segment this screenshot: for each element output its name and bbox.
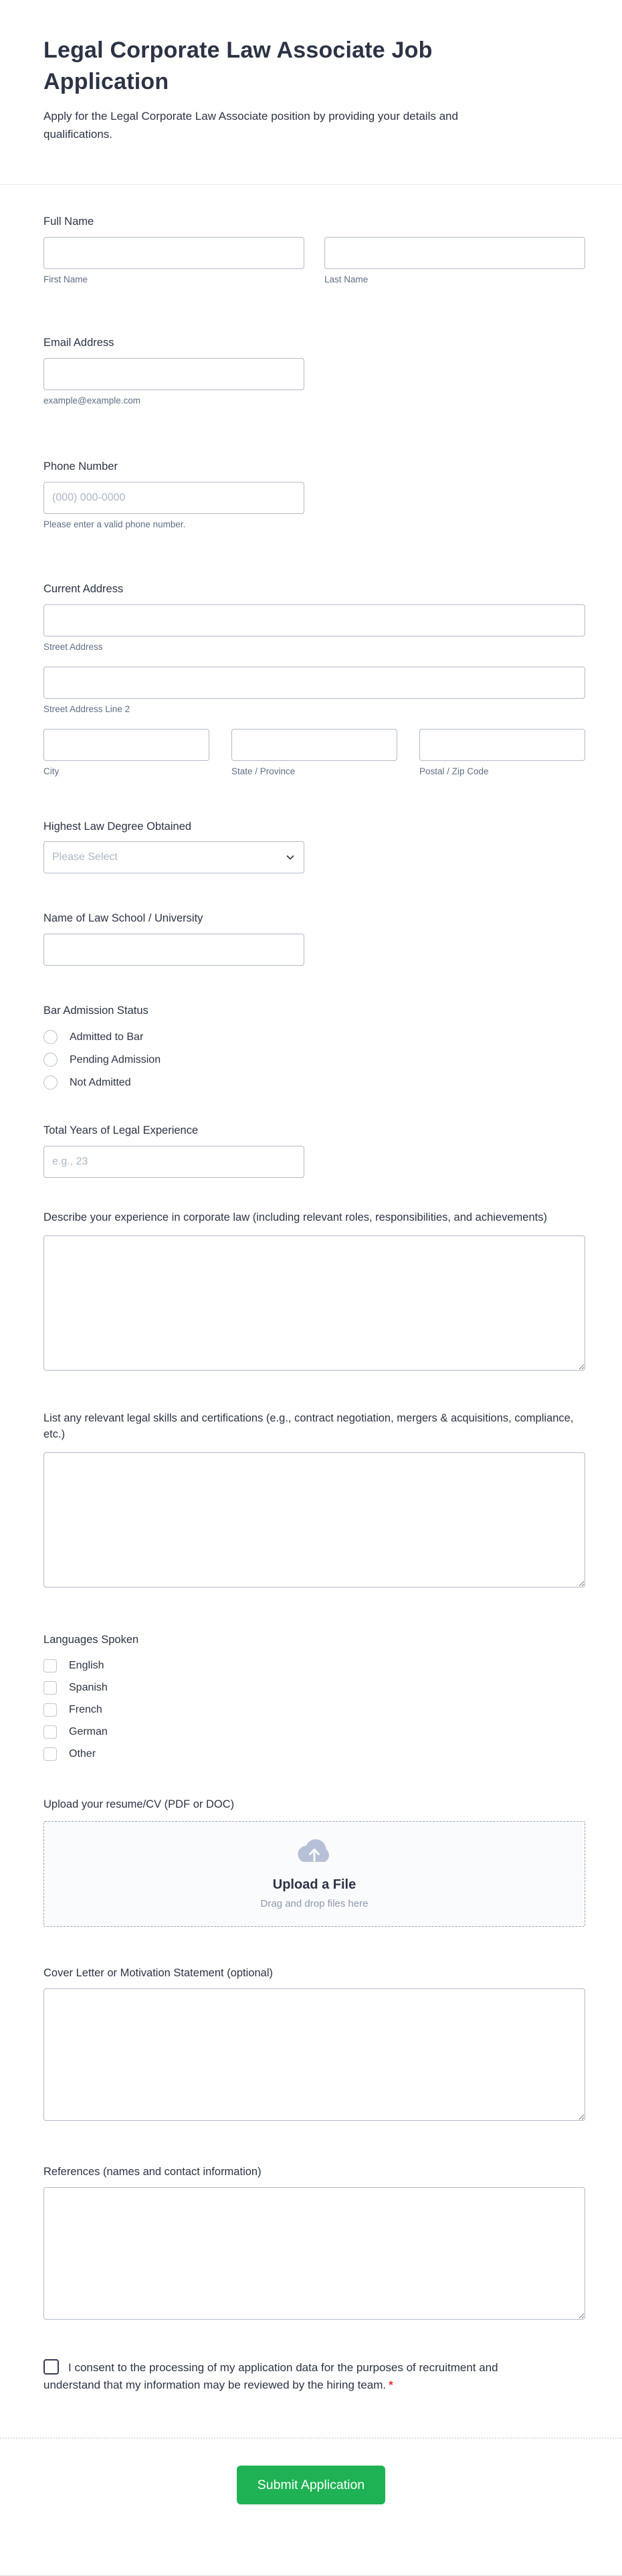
header-divider	[0, 184, 622, 185]
skills-label: List any relevant legal skills and certifications (e.g., contract negotiation, mergers & acquisitions, compliance, etc.)	[43, 1412, 574, 1441]
admitted-to-bar-radio[interactable]	[43, 1030, 58, 1044]
german-checkbox[interactable]	[43, 1725, 57, 1739]
experience-description-label: Describe your experience in corporate law (including relevant roles, responsibilities, and achievements)	[43, 1211, 547, 1224]
email-input[interactable]	[43, 358, 304, 390]
question-cover-letter	[43, 1966, 585, 2124]
bar-status-option-not-admitted	[43, 1076, 585, 1090]
question-consent	[43, 2359, 585, 2394]
bar-status-option-admitted	[43, 1030, 585, 1044]
cover-letter-textarea[interactable]	[43, 1988, 585, 2121]
degree-label: Highest Law Degree Obtained	[43, 820, 192, 833]
french-checkbox[interactable]	[43, 1703, 57, 1717]
zip-input[interactable]	[419, 729, 585, 761]
submit-button[interactable]: Submit Application	[237, 2466, 385, 2504]
form-footer	[0, 2439, 622, 2537]
english-label[interactable]: English	[69, 1659, 104, 1671]
question-experience-description	[43, 1210, 585, 1374]
language-option-french	[43, 1703, 585, 1717]
school-input[interactable]	[43, 934, 304, 966]
english-checkbox[interactable]	[43, 1659, 57, 1672]
cover-letter-label: Cover Letter or Motivation Statement (optional)	[43, 1966, 273, 1979]
question-bar-status	[43, 1003, 585, 1090]
question-school	[43, 911, 585, 966]
resume-upload-label: Upload your resume/CV (PDF or DOC)	[43, 1798, 235, 1810]
state-input[interactable]	[231, 729, 397, 761]
languages-label: Languages Spoken	[43, 1634, 139, 1646]
upload-file-hint: Drag and drop files here	[260, 1897, 369, 1909]
last-name-input[interactable]	[324, 237, 585, 269]
question-full-name	[43, 214, 585, 284]
question-address	[43, 582, 585, 776]
street-address-2-input[interactable]	[43, 667, 585, 699]
address-label: Current Address	[43, 582, 124, 595]
form-body	[0, 214, 622, 2393]
degree-select-value: Please Select	[52, 851, 118, 863]
references-label: References (names and contact information)	[43, 2165, 262, 2178]
question-languages	[43, 1632, 585, 1761]
bar-status-option-pending	[43, 1053, 585, 1067]
page-description: Apply for the Legal Corporate Law Associate position by providing your details and qualifications.	[43, 109, 458, 141]
other-label[interactable]: Other	[69, 1747, 96, 1759]
email-sublabel: example@example.com	[43, 395, 141, 406]
page-title: Legal Corporate Law Associate Job Application	[43, 37, 433, 94]
street-address-2-sublabel: Street Address Line 2	[43, 703, 130, 714]
file-dropzone[interactable]	[43, 1821, 585, 1927]
language-option-english	[43, 1659, 585, 1672]
language-option-german	[43, 1725, 585, 1739]
consent-label[interactable]: I consent to the processing of my application data for the purposes of recruitment and understand that my information may be reviewed by the hiring team.	[43, 2360, 498, 2391]
last-name-sublabel: Last Name	[324, 274, 369, 284]
question-degree	[43, 819, 585, 874]
not-admitted-radio[interactable]	[43, 1076, 58, 1090]
phone-input[interactable]	[43, 482, 304, 514]
pending-admission-radio[interactable]	[43, 1053, 58, 1067]
required-asterisk: *	[389, 2378, 393, 2391]
cloud-upload-icon	[295, 1838, 334, 1867]
first-name-sublabel: First Name	[43, 274, 88, 284]
admitted-to-bar-label[interactable]: Admitted to Bar	[70, 1031, 144, 1043]
skills-textarea[interactable]	[43, 1452, 585, 1587]
form-header	[0, 0, 622, 144]
school-label: Name of Law School / University	[43, 912, 203, 925]
degree-select[interactable]	[43, 841, 304, 873]
language-option-other	[43, 1747, 585, 1761]
question-resume-upload	[43, 1797, 585, 1927]
street-address-sublabel: Street Address	[43, 641, 103, 652]
phone-sublabel: Please enter a valid phone number.	[43, 519, 186, 529]
state-sublabel: State / Province	[231, 766, 296, 776]
french-label[interactable]: French	[69, 1703, 102, 1715]
consent-row	[43, 2359, 512, 2394]
question-skills	[43, 1411, 585, 1591]
question-references	[43, 2164, 585, 2323]
not-admitted-label[interactable]: Not Admitted	[70, 1076, 131, 1088]
question-email	[43, 335, 585, 406]
experience-years-label: Total Years of Legal Experience	[43, 1124, 199, 1137]
phone-label: Phone Number	[43, 460, 118, 473]
question-experience-years	[43, 1123, 585, 1178]
full-name-label: Full Name	[43, 215, 94, 228]
spanish-label[interactable]: Spanish	[69, 1681, 108, 1693]
german-label[interactable]: German	[69, 1725, 108, 1737]
language-option-spanish	[43, 1681, 585, 1695]
city-input[interactable]	[43, 729, 209, 761]
upload-file-title: Upload a File	[272, 1877, 356, 1892]
experience-years-input[interactable]	[43, 1146, 304, 1178]
bar-status-label: Bar Admission Status	[43, 1005, 148, 1017]
consent-checkbox[interactable]	[43, 2359, 59, 2375]
city-sublabel: City	[43, 766, 60, 776]
references-textarea[interactable]	[43, 2187, 585, 2320]
zip-sublabel: Postal / Zip Code	[419, 766, 489, 776]
first-name-input[interactable]	[43, 237, 304, 269]
question-phone	[43, 459, 585, 529]
email-label: Email Address	[43, 336, 114, 349]
pending-admission-label[interactable]: Pending Admission	[70, 1053, 161, 1065]
other-checkbox[interactable]	[43, 1747, 57, 1761]
spanish-checkbox[interactable]	[43, 1681, 57, 1695]
experience-description-textarea[interactable]	[43, 1235, 585, 1371]
street-address-input[interactable]	[43, 604, 585, 636]
